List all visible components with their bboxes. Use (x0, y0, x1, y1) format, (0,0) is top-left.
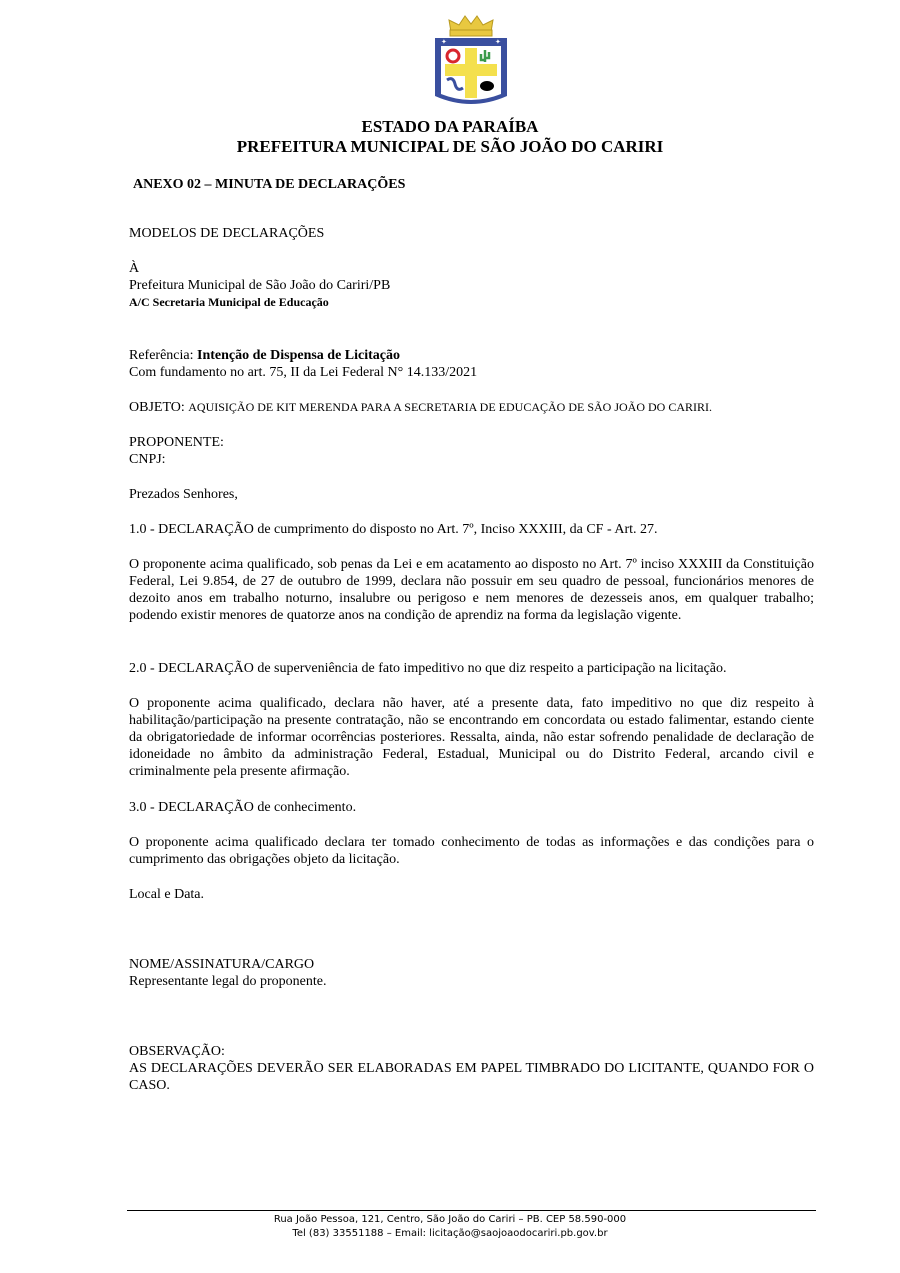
declaration-3-title: 3.0 - DECLARAÇÃO de conhecimento. (129, 800, 357, 815)
addressee-attention: A/C Secretaria Municipal de Educação (129, 295, 329, 309)
declaration-2-title: 2.0 - DECLARAÇÃO de superveniência de fato impeditivo no que diz respeito a participação na licitação. (129, 661, 727, 676)
cnpj-label: CNPJ: (129, 452, 166, 467)
signature-line: NOME/ASSINATURA/CARGO (129, 957, 315, 972)
reference-block (129, 347, 814, 381)
observation-label: OBSERVAÇÃO: (129, 1044, 225, 1059)
object-label: OBJETO: (129, 400, 189, 415)
observation-block (129, 1043, 814, 1094)
declaration-1-text: O proponente acima qualificado, sob penas da Lei e em acatamento ao disposto no Art. 7º inciso XXXIII da Constituição Federal, Lei 9.854, de 27 de outubro de 1999, declara não possuir em seu quadro de pessoal, funcionários menores de dezoito anos em trabalho noturno, insalubre ou perigoso e nem menores de dezesseis anos, em qualquer trabalho; podendo existir menores de quatorze anos na condição de aprendiz na forma da legislação vigente. (129, 557, 814, 623)
addressee-block (129, 260, 814, 311)
addressee-institution: Prefeitura Municipal de São João do Cariri/PB (129, 278, 391, 293)
place-date: Local e Data. (129, 887, 205, 902)
signature-role: Representante legal do proponente. (129, 974, 327, 989)
annex-title: ANEXO 02 – MINUTA DE DECLARAÇÕES (133, 177, 406, 192)
crown-icon (449, 16, 493, 36)
addressee-to: À (129, 261, 140, 276)
footer-divider (127, 1210, 816, 1211)
greeting: Prezados Senhores, (129, 487, 238, 502)
declaration-2-text: O proponente acima qualificado, declara não haver, até a presente data, fato impeditivo no que diz respeito à habilitação/participação na presente contratação, não se encontrando em concordata ou estado falimentar, estando ciente da obrigatoriedade de informar ocorrências posteriores. Ressalta, ainda, não estar sofrendo penalidade de declaração de idoneidade no âmbito da administração Federal, Estadual, Municipal ou do Distrito Federal, arcando civil e criminalmente pela presente afirmação. (129, 696, 814, 779)
declaration-3-text: O proponente acima qualificado declara ter tomado conhecimento de todas as informações e das condições para o cumprimento das obrigações objeto da licitação. (129, 835, 814, 867)
object-value: AQUISIÇÃO DE KIT MERENDA PARA A SECRETARIA DE EDUCAÇÃO DE SÃO JOÃO DO CARIRI. (188, 400, 712, 414)
signature-block (129, 956, 814, 990)
reference-value: Intenção de Dispensa de Licitação (197, 348, 401, 363)
svg-text:✦: ✦ (495, 38, 501, 46)
models-title: MODELOS DE DECLARAÇÕES (129, 226, 325, 241)
state-title: ESTADO DA PARAÍBA (361, 117, 539, 136)
observation-text: AS DECLARAÇÕES DEVERÃO SER ELABORADAS EM PAPEL TIMBRADO DO LICITANTE, QUANDO FOR O CASO. (129, 1061, 814, 1093)
proponent-block (129, 434, 814, 468)
svg-text:✦: ✦ (441, 38, 447, 46)
reference-label: Referência: (129, 348, 198, 363)
prefecture-title: PREFEITURA MUNICIPAL DE SÃO JOÃO DO CARIRI (236, 137, 664, 156)
declaration-1-title: 1.0 - DECLARAÇÃO de cumprimento do disposto no Art. 7º, Inciso XXXIII, da CF - Art. 27. (129, 522, 658, 537)
reference-basis: Com fundamento no art. 75, II da Lei Federal N° 14.133/2021 (129, 365, 478, 380)
municipal-coat-of-arms (429, 12, 513, 112)
object-line (129, 399, 814, 416)
footer-address: Rua João Pessoa, 121, Centro, São João do Cariri – PB. CEP 58.590-000 (273, 1214, 627, 1225)
shield-icon (435, 38, 507, 104)
proponent-label: PROPONENTE: (129, 435, 224, 450)
footer-contact: Tel (83) 33551188 – Email: licitação@saojoaodocariri.pb.gov.br (292, 1228, 608, 1239)
